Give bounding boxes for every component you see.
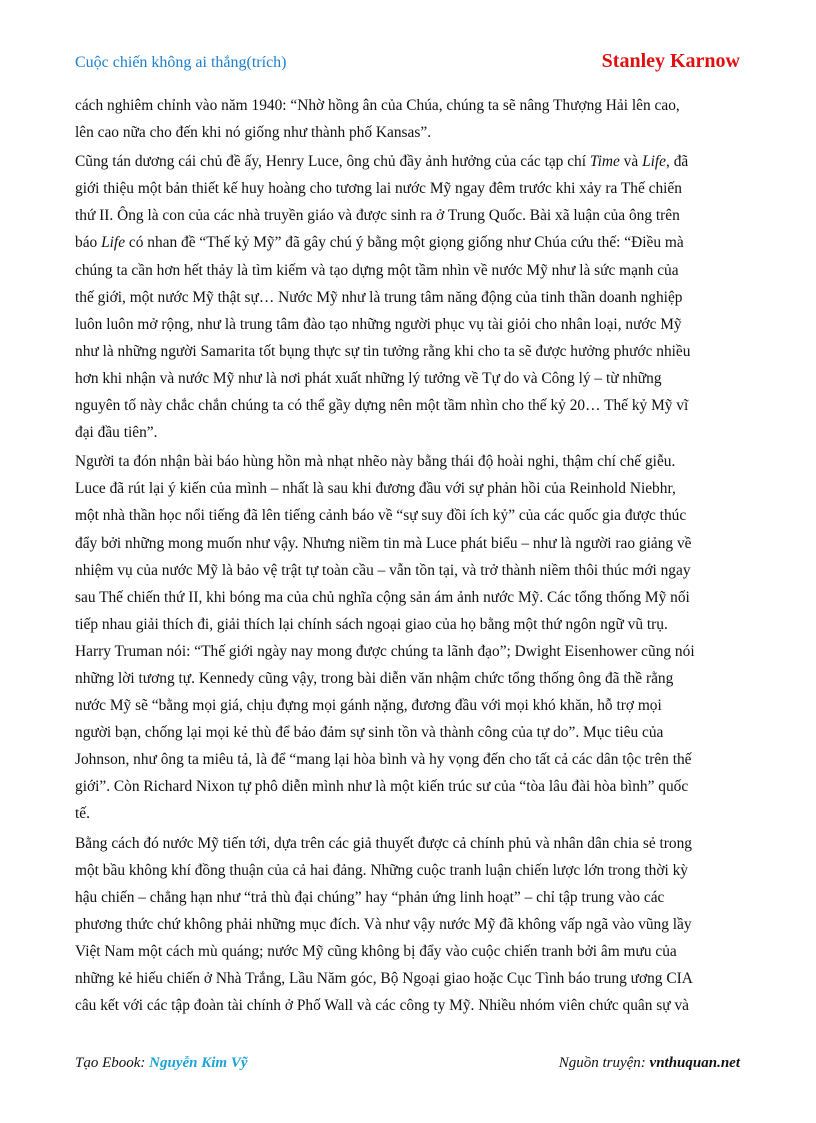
text-line: Cũng tán dương cái chủ đề ấy, Henry Luce, ông chủ đầy ảnh hưởng của các tạp chí Time và Life, đã — [75, 153, 689, 171]
paragraph — [75, 448, 741, 827]
text-line: nguyên tố này chắc chắn chúng ta có thể gầy dựng nên một tầm nhìn cho thế kỷ 20… Thế kỷ Mỹ vĩ — [75, 397, 689, 415]
ebook-credit: Tạo Ebook: Nguyễn Kim Vỹ — [75, 1055, 248, 1071]
page-footer — [75, 1055, 740, 1077]
book-title: Cuộc chiến không ai thắng(trích) — [75, 54, 287, 71]
text-line: người bạn, chống lại mọi kẻ thù để bảo đảm sự sinh tồn và thành công của tự do”. Mục tiêu của — [75, 724, 664, 742]
text-line: phương thức chứ không phải những mục đích. Và như vậy nước Mỹ đã không vấp ngã vào vũng lầy — [75, 915, 692, 933]
text-line: thế giới, một nước Mỹ thật sự… Nước Mỹ như là trung tâm năng động của tinh thần doanh nghiệp — [75, 288, 683, 306]
text-line: những kẻ hiếu chiến ở Nhà Trắng, Lầu Năm góc, Bộ Ngoại giao hoặc Cục Tình báo trung ương CIA — [75, 970, 693, 987]
text-line: lên cao nữa cho đến khi nó giống như thành phố Kansas”. — [75, 124, 432, 142]
text-line: Việt Nam một cách mù quáng; nước Mỹ cũng không bị đẩy vào cuộc chiến tranh bởi âm mưu của — [75, 942, 677, 960]
text-line: một bầu không khí đồng thuận của cả hai đảng. Những cuộc tranh luận chiến lược lớn trong thời kỳ — [75, 861, 688, 879]
source-label: Nguồn truyện — [558, 1055, 641, 1071]
text-line: báo Life có nhan đề “Thế kỷ Mỹ” đã gây chú ý bằng một giọng giống như Chúa cứu thế: “Điều mà — [75, 234, 684, 252]
text-line: Harry Truman nói: “Thế giới ngày nay mong được chúng ta lãnh đạo”; Dwight Eisenhower cũng nói — [75, 642, 695, 660]
paragraph — [75, 148, 741, 446]
paragraph — [75, 92, 741, 146]
text-line: đẩy bởi những mong muốn như vậy. Nhưng niềm tin mà Luce phát biểu – như là người rao giảng về — [75, 534, 692, 552]
body-text — [75, 92, 741, 1019]
paragraph — [75, 830, 741, 1020]
text-line: Bằng cách đó nước Mỹ tiến tới, dựa trên các giả thuyết được cả chính phủ và nhân dân chia sẻ trong — [75, 834, 692, 852]
text-line: thứ II. Ông là con của các nhà truyền giáo và được sinh ra ở Trung Quốc. Bài xã luận của ông trên — [75, 207, 680, 225]
source-credit: Nguồn truyện: vnthuquan.net — [558, 1055, 740, 1071]
text-line: Người ta đón nhận bài báo hùng hồn mà nhạt nhẽo này bằng thái độ hoài nghi, thậm chí chế giễu. — [75, 453, 676, 471]
ebook-label: Tạo Ebook — [75, 1055, 141, 1071]
source-site: vnthuquan.net — [649, 1055, 740, 1071]
text-line: đại đầu tiên”. — [75, 424, 158, 442]
text-line: hậu chiến – chẳng hạn như “trả thù đại chúng” hay “phản ứng linh hoạt” – chỉ tập trung vào các — [75, 888, 665, 906]
text-line: cách nghiêm chỉnh vào năm 1940: “Nhờ hồng ân của Chúa, chúng ta sẽ nâng Thượng Hải lên cao, — [75, 97, 680, 114]
text-line: chúng ta cần hơn hết thảy là tìm kiếm và tạo dựng một tầm nhìn về nước Mỹ như là sức mạnh của — [75, 261, 679, 279]
text-line: tiếp nhau giải thích đi, giải thích lại chính sách ngoại giao của họ bằng một thứ ngôn ngữ vũ trụ. — [75, 615, 668, 633]
text-line: hơn khi nhận và nước Mỹ như là nơi phát xuất những lý tưởng về Tự do và Công lý – từ những — [75, 369, 662, 387]
text-line: những lời tương tự. Kennedy cũng vậy, trong bài diễn văn nhậm chức tổng thống ông đã thề rằng — [75, 669, 674, 687]
text-line: nhiệm vụ của nước Mỹ là bảo vệ trật tự toàn cầu – vẫn tồn tại, và trở thành niềm thôi thúc mới ngay — [75, 561, 691, 579]
text-line: Johnson, như ông ta miêu tả, là để “mang lại hòa bình và hy vọng đến cho tất cả các dân tộc trên thế — [75, 751, 692, 769]
ebook-creator: Nguyễn Kim Vỹ — [149, 1055, 248, 1071]
author-name: Stanley Karnow — [601, 50, 740, 72]
text-line: luôn luôn mở rộng, như là trung tâm đào tạo những người phục vụ tài giỏi cho nhân loại, nước Mỹ — [75, 315, 682, 333]
text-line: giới thiệu một bản thiết kế huy hoàng cho tương lai nước Mỹ ngay đêm trước khi xảy ra Thế chiến — [75, 180, 682, 198]
text-line: một nhà thần học nổi tiếng đã lên tiếng cảnh báo về “sự suy đồi ích kỷ” của các quốc gia được thúc — [75, 507, 687, 525]
text-line: như là những người Samarita tốt bụng thực sự tin tưởng rằng khi cho ta sẽ được hưởng phước nhiều — [75, 342, 691, 360]
text-line: nước Mỹ sẽ “bằng mọi giá, chịu đựng mọi gánh nặng, đương đầu với mọi khó khăn, hỗ trợ mọi — [75, 697, 662, 715]
text-line: câu kết với các tập đoàn tài chính ở Phố Wall và các công ty Mỹ. Nhiều nhóm viên chức quân sự và — [75, 997, 689, 1015]
text-line: Luce đã rút lại ý kiến của mình – nhất là sau khi đương đầu với sự phản hồi của Reinhold Niebhr, — [75, 480, 676, 498]
text-line: giới”. Còn Richard Nixon tự phô diễn mình như là một kiến trúc sư của “tòa lâu đài hòa bình” quốc — [75, 778, 689, 796]
page-header — [75, 50, 740, 78]
text-line: sau Thế chiến thứ II, khi bóng ma của chủ nghĩa cộng sản ám ảnh nước Mỹ. Các tổng thống Mỹ nối — [75, 588, 690, 606]
text-line: tế. — [75, 805, 90, 823]
